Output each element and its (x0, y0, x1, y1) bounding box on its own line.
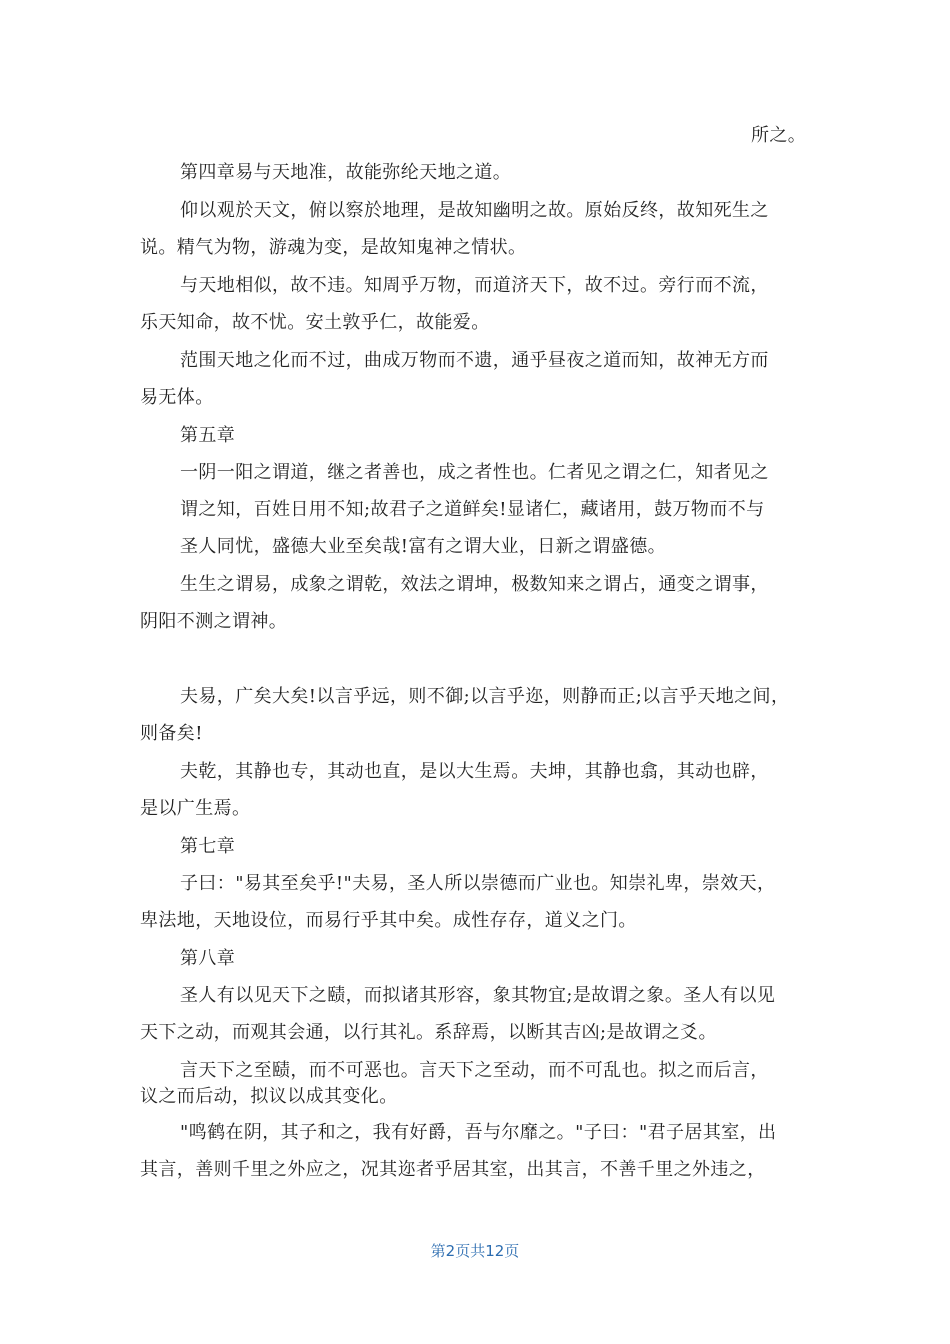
text-line: 天下之动，而观其会通，以行其礼。系辞焉，以断其吉凶;是故谓之爻。 (140, 1022, 717, 1043)
text-line: 圣人同忧，盛德大业至矣哉!富有之谓大业，日新之谓盛德。 (180, 536, 667, 557)
chapter-heading: 第八章 (180, 948, 236, 969)
text-line: 乐天知命，故不忧。安土敦乎仁，故能爱。 (140, 312, 490, 333)
text-line: 谓之知，百姓日用不知;故君子之道鲜矣!显诸仁，藏诸用，鼓万物而不与 (180, 499, 765, 520)
page-number-footer: 第2页共12页 (430, 1242, 520, 1260)
text-line: "鸣鹤在阴，其子和之，我有好爵，吾与尔靡之。"子曰："君子居其室，出 (180, 1122, 777, 1143)
text-line: 夫易，广矣大矣!以言乎远，则不御;以言乎迩，则静而正;以言乎天地之间， (180, 686, 790, 707)
chapter-heading: 第五章 (180, 425, 236, 446)
text-line: 范围天地之化而不过，曲成万物而不遗，通乎昼夜之道而知，故神无方而 (180, 350, 769, 371)
text-line: 所之。 (751, 125, 807, 146)
chapter-heading: 第四章易与天地准，故能弥纶天地之道。 (180, 162, 512, 183)
text-line: 易无体。 (140, 387, 214, 408)
text-line: 仰以观於天文，俯以察於地理，是故知幽明之故。原始反终，故知死生之 (180, 200, 769, 221)
text-line: 则备矣! (140, 723, 203, 744)
text-line: 生生之谓易，成象之谓乾，效法之谓坤，极数知来之谓占，通变之谓事， (180, 574, 769, 595)
text-line: 一阴一阳之谓道，继之者善也，成之者性也。仁者见之谓之仁，知者见之 (180, 462, 769, 483)
chapter-heading: 第七章 (180, 836, 236, 857)
text-line: 圣人有以见天下之赜，而拟诸其形容，象其物宜;是故谓之象。圣人有以见 (180, 985, 776, 1006)
text-line: 夫乾，其静也专，其动也直，是以大生焉。夫坤，其静也翕，其动也辟， (180, 761, 769, 782)
text-line: 说。精气为物，游魂为变，是故知鬼神之情状。 (140, 237, 527, 258)
text-line: 其言，善则千里之外应之，况其迩者乎居其室，出其言，不善千里之外违之， (140, 1159, 766, 1180)
text-line: 言天下之至赜，而不可恶也。言天下之至动，而不可乱也。拟之而后言， (180, 1060, 769, 1081)
text-line: 议之而后动，拟议以成其变化。 (140, 1086, 398, 1107)
text-line: 卑法地，天地设位，而易行乎其中矣。成性存存，道义之门。 (140, 910, 637, 931)
text-line: 是以广生焉。 (140, 798, 251, 819)
text-line: 子曰："易其至矣乎!"夫易，圣人所以崇德而广业也。知崇礼卑，崇效天， (180, 873, 776, 894)
text-line: 阴阳不测之谓神。 (140, 611, 288, 632)
text-line: 与天地相似，故不违。知周乎万物，而道济天下，故不过。旁行而不流， (180, 275, 769, 296)
